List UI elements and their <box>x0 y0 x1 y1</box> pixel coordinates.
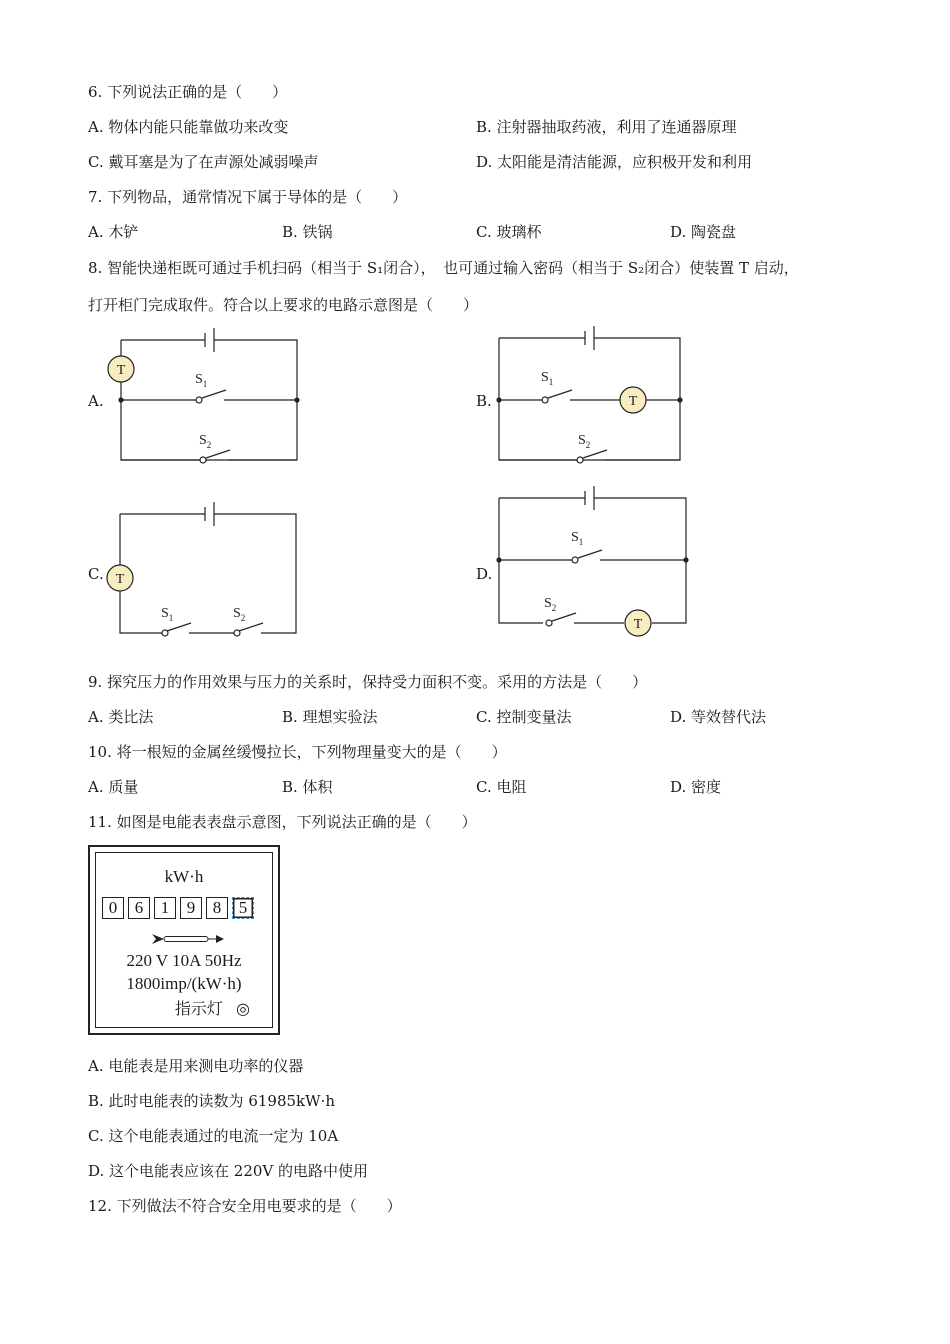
device-t-text: T <box>115 572 125 587</box>
meter-digit: 8 <box>206 897 228 919</box>
q11-option-a: A. 电能表是用来测电功率的仪器 <box>88 1057 304 1075</box>
switch-s2-text: S <box>578 433 586 448</box>
switch-s2-text: S <box>544 596 552 611</box>
q8-stem-line1: 8. 智能快递柜既可通过手机扫码（相当于 S₁闭合）， 也可通过输入密码（相当于 S₂闭合）使装置 T 启动， <box>88 259 799 277</box>
q9-option-a: A. 类比法 <box>88 708 154 726</box>
diagram-d-label: D. <box>476 565 493 583</box>
q6-option-b: B. 注射器抽取药液，利用了连通器原理 <box>476 118 737 136</box>
switch-s2-text: S <box>233 606 241 621</box>
switch-s1-sub: 1 <box>548 377 554 387</box>
switch-s2-sub: 2 <box>585 440 591 450</box>
diagram-c-label: C. <box>88 565 104 583</box>
switch-s1-text: S <box>571 530 579 545</box>
q10-option-a: A. 质量 <box>88 778 139 796</box>
meter-spec-constant: 1800imp/(kW·h) <box>126 974 242 993</box>
switch-s1-text: S <box>541 370 549 385</box>
q8-stem-line2: 打开柜门完成取件。符合以上要求的电路示意图是（ ） <box>88 296 479 314</box>
switch-s1-text: S <box>161 606 169 621</box>
q11-option-c: C. 这个电能表通过的电流一定为 10A <box>88 1127 339 1145</box>
meter-indicator <box>175 996 250 1019</box>
q10-stem: 10. 将一根短的金属丝缓慢拉长，下列物理量变大的是（ ） <box>88 743 507 761</box>
svg-text:S1 <box>571 530 583 547</box>
q11-stem: 11. 如图是电能表表盘示意图，下列说法正确的是（ ） <box>88 813 477 831</box>
q9-option-d: D. 等效替代法 <box>670 708 767 726</box>
switch-s2-sub: 2 <box>240 613 246 623</box>
svg-text:S2 <box>544 596 556 613</box>
q11-option-b: B. 此时电能表的读数为 61985kW·h <box>88 1092 335 1110</box>
circuit-diagram-b <box>490 325 690 475</box>
q9-stem: 9. 探究压力的作用效果与压力的关系时，保持受力面积不变。采用的方法是（ ） <box>88 673 648 691</box>
switch-s1-sub: 1 <box>202 379 208 389</box>
meter-digit: 1 <box>154 897 176 919</box>
meter-digit: 6 <box>128 897 150 919</box>
device-t-text: T <box>633 617 643 632</box>
q7-option-a: A. 木铲 <box>88 223 139 241</box>
energy-meter-inner-frame <box>95 852 273 1028</box>
q9-option-b: B. 理想实验法 <box>282 708 378 726</box>
switch-s1-sub: 1 <box>578 537 584 547</box>
meter-digit: 9 <box>180 897 202 919</box>
meter-digit-decimal: 5 <box>232 897 254 919</box>
q12-stem: 12. 下列做法不符合安全用电要求的是（ ） <box>88 1197 402 1215</box>
q6-stem: 6. 下列说法正确的是（ ） <box>88 83 288 101</box>
q10-option-d: D. 密度 <box>670 778 722 796</box>
indicator-lamp-icon: ◎ <box>236 999 250 1018</box>
q7-option-b: B. 铁锅 <box>282 223 333 241</box>
circuit-diagram-d <box>490 482 700 642</box>
meter-spec-rating: 220 V 10A 50Hz <box>126 951 242 970</box>
q7-stem: 7. 下列物品，通常情况下属于导体的是（ ） <box>88 188 408 206</box>
q9-option-c: C. 控制变量法 <box>476 708 572 726</box>
q10-option-c: C. 电阻 <box>476 778 527 796</box>
q7-option-d: D. 陶瓷盘 <box>670 223 737 241</box>
device-t-text: T <box>628 394 638 409</box>
switch-s1-sub: 1 <box>168 613 174 623</box>
q7-option-c: C. 玻璃杯 <box>476 223 542 241</box>
diagram-a-label: A. <box>88 392 104 410</box>
meter-digit: 0 <box>102 897 124 919</box>
q11-option-d: D. 这个电能表应该在 220V 的电路中使用 <box>88 1162 369 1180</box>
q6-option-c: C. 戴耳塞是为了在声源处减弱噪声 <box>88 153 319 171</box>
switch-s2-sub: 2 <box>551 603 557 613</box>
svg-text:S1 <box>541 370 553 387</box>
circuit-diagram-a <box>100 325 310 475</box>
svg-text:S2 <box>578 433 590 450</box>
svg-text:S2 <box>233 606 245 623</box>
meter-rotation-arrow-icon <box>152 933 226 945</box>
switch-s1-text: S <box>195 372 203 387</box>
switch-s2-text: S <box>199 433 207 448</box>
q6-option-d: D. 太阳能是清洁能源，应积极开发和利用 <box>476 153 753 171</box>
q6-option-a: A. 物体内能只能靠做功来改变 <box>88 118 289 136</box>
meter-digit-row <box>102 897 254 919</box>
svg-text:S1 <box>161 606 173 623</box>
svg-text:S2 <box>199 433 211 450</box>
circuit-diagram-c <box>100 500 310 645</box>
switch-s2-sub: 2 <box>206 440 212 450</box>
svg-text:S1 <box>195 372 207 389</box>
diagram-b-label: B. <box>476 392 492 410</box>
meter-indicator-label: 指示灯 <box>174 999 223 1018</box>
meter-unit: kW·h <box>164 867 204 886</box>
device-t-text: T <box>116 363 126 378</box>
energy-meter-dial <box>88 845 280 1035</box>
q10-option-b: B. 体积 <box>282 778 333 796</box>
